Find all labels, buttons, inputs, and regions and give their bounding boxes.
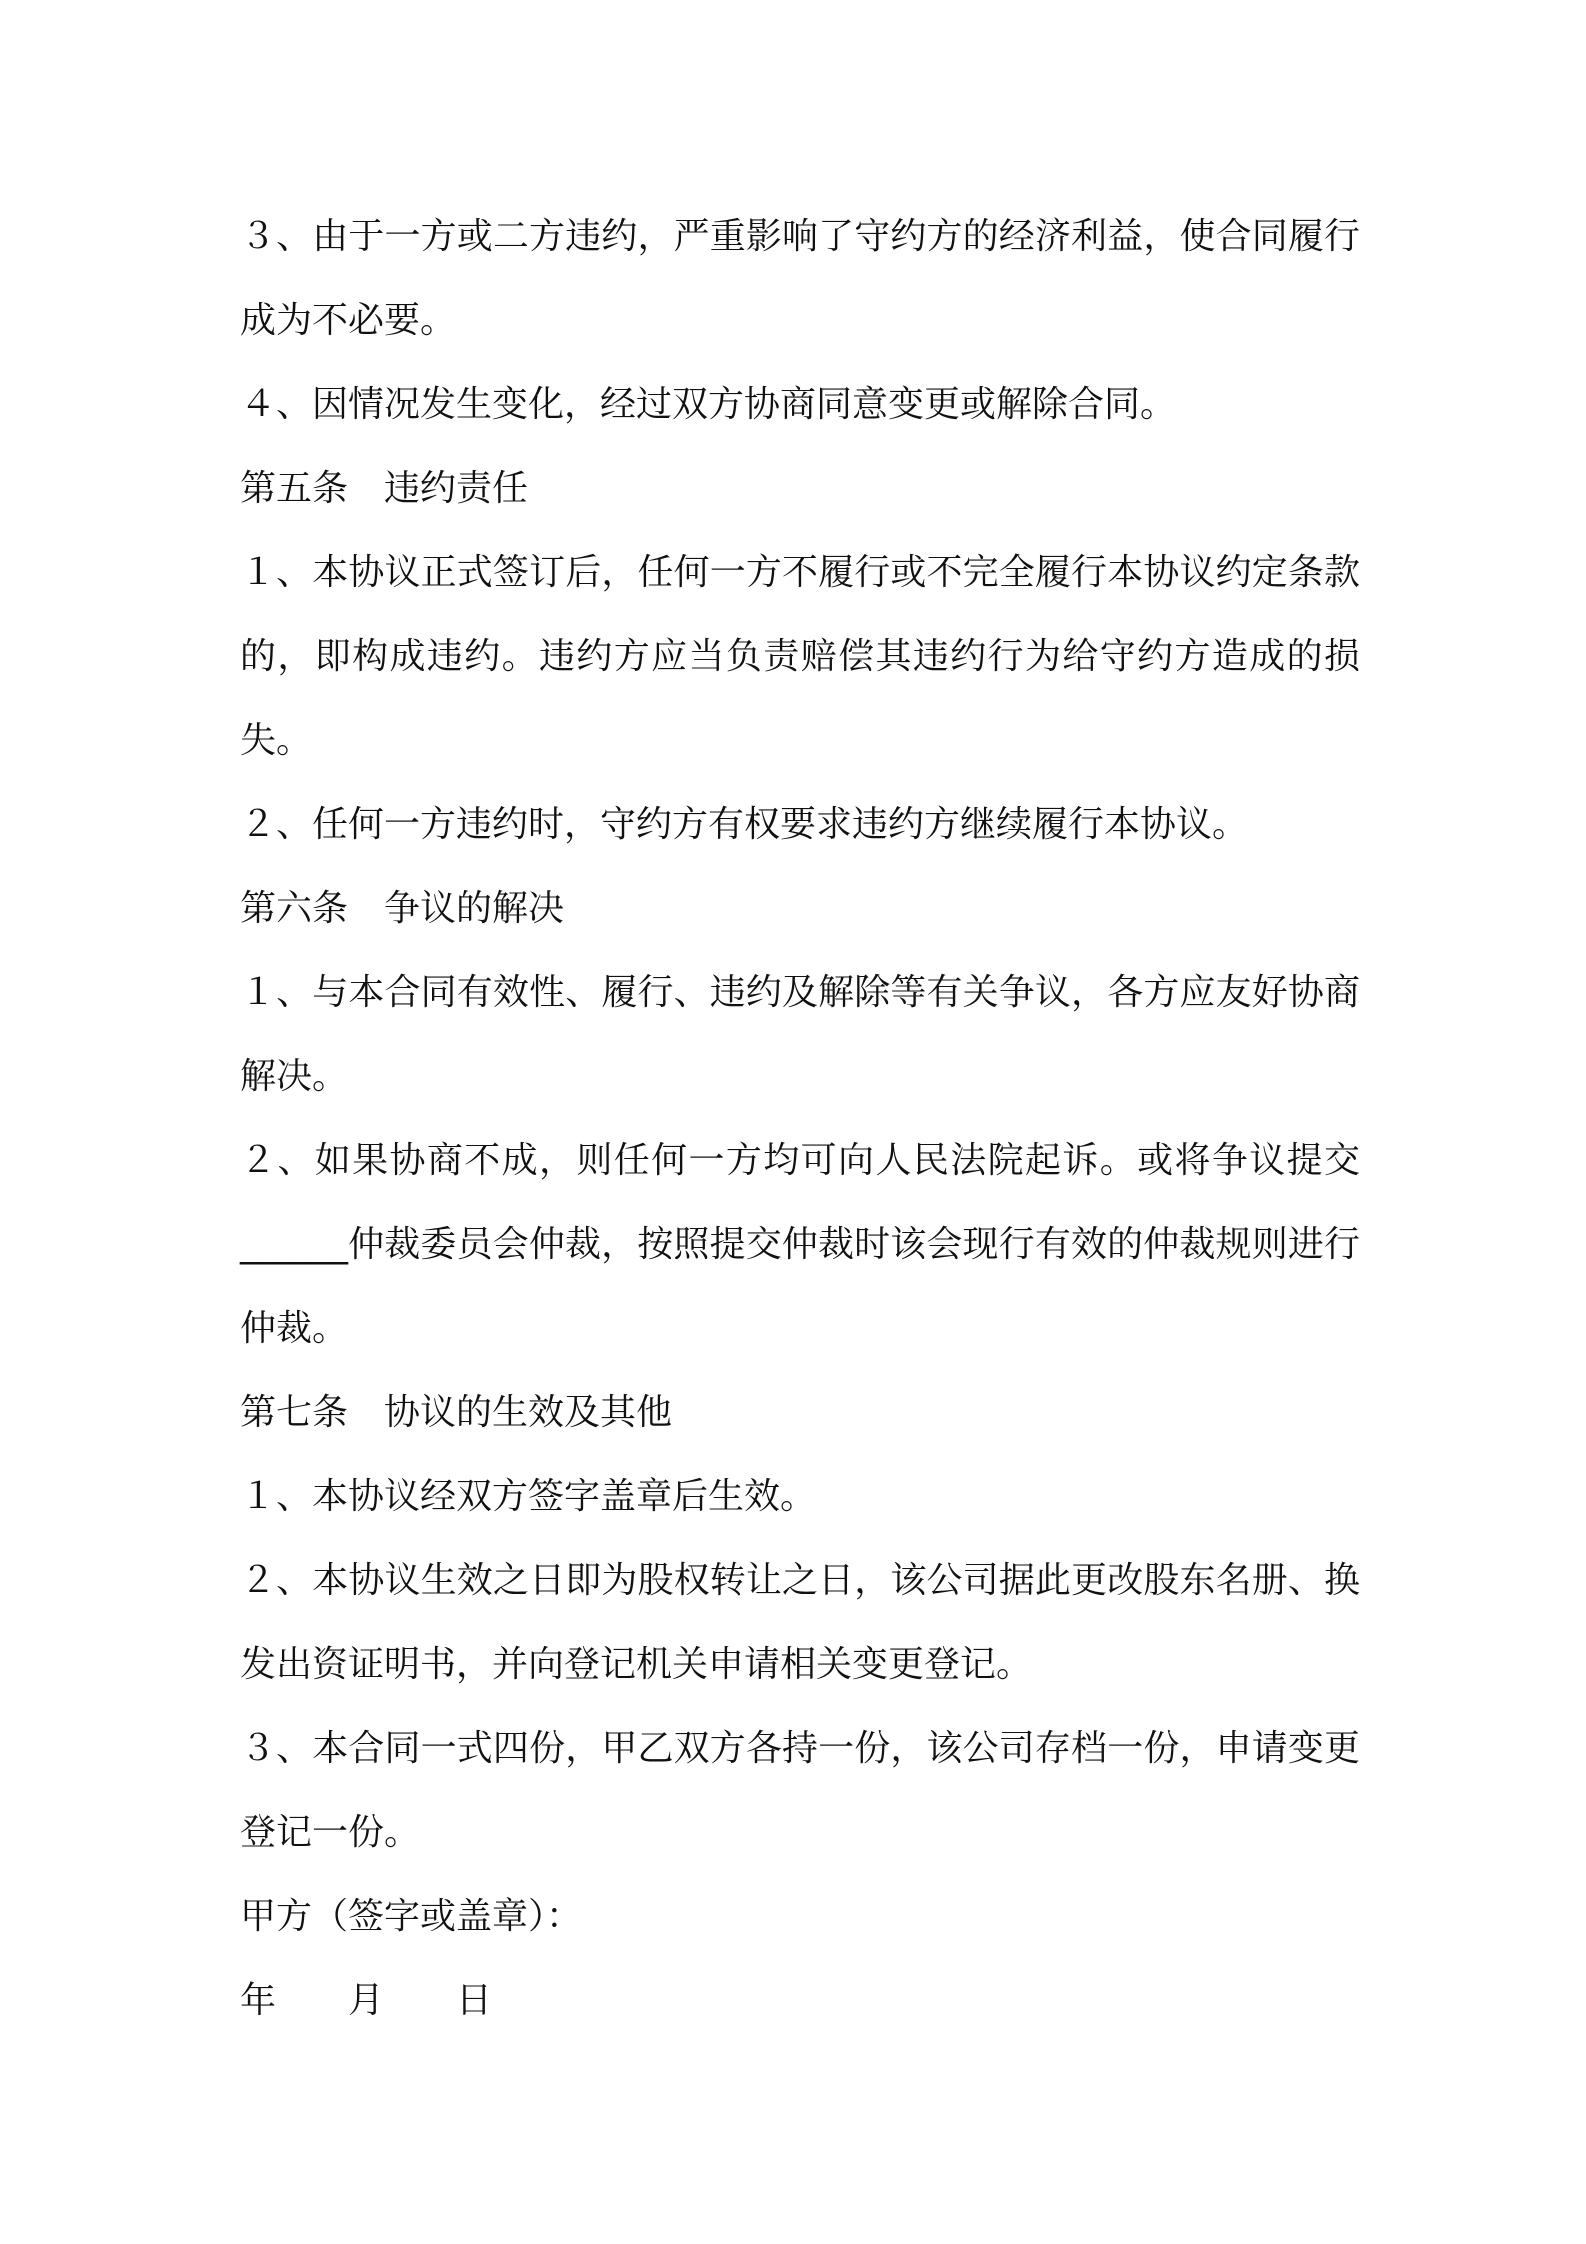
party-a-signature-line: 甲方（签字或盖章）： bbox=[240, 1896, 583, 1937]
article-5-item-1: １、本协议正式签订后，任何一方不履行或不完全履行本协议约定条款的，即构成违约。违约方应当负责赔偿其违约行为给守约方造成的损失。 bbox=[240, 552, 1360, 761]
document-page bbox=[240, 195, 1360, 2043]
date-line: 年 月 日 bbox=[240, 1980, 493, 2021]
article-5-heading: 第五条 违约责任 bbox=[240, 468, 529, 509]
article-7-heading: 第七条 协议的生效及其他 bbox=[240, 1392, 673, 1433]
clause-4-item-4: ４、因情况发生变化，经过双方协商同意变更或解除合同。 bbox=[240, 384, 1177, 425]
clause-4-item-3: ３、由于一方或二方违约，严重影响了守约方的经济利益，使合同履行成为不必要。 bbox=[240, 216, 1360, 341]
article-6-heading: 第六条 争议的解决 bbox=[240, 888, 565, 929]
article-7-item-1: １、本协议经双方签字盖章后生效。 bbox=[240, 1476, 817, 1517]
article-6-item-2: ２、如果协商不成，则任何一方均可向人民法院起诉。或将争议提交______仲裁委员会仲裁，按照提交仲裁时该会现行有效的仲裁规则进行仲裁。 bbox=[240, 1140, 1360, 1349]
article-5-item-2: ２、任何一方违约时，守约方有权要求违约方继续履行本协议。 bbox=[240, 804, 1249, 845]
article-6-item-1: １、与本合同有效性、履行、违约及解除等有关争议，各方应友好协商解决。 bbox=[240, 972, 1360, 1097]
article-7-item-2: ２、本协议生效之日即为股权转让之日，该公司据此更改股东名册、换发出资证明书，并向登记机关申请相关变更登记。 bbox=[240, 1560, 1360, 1685]
article-7-item-3: ３、本合同一式四份，甲乙双方各持一份，该公司存档一份，申请变更登记一份。 bbox=[240, 1728, 1360, 1853]
